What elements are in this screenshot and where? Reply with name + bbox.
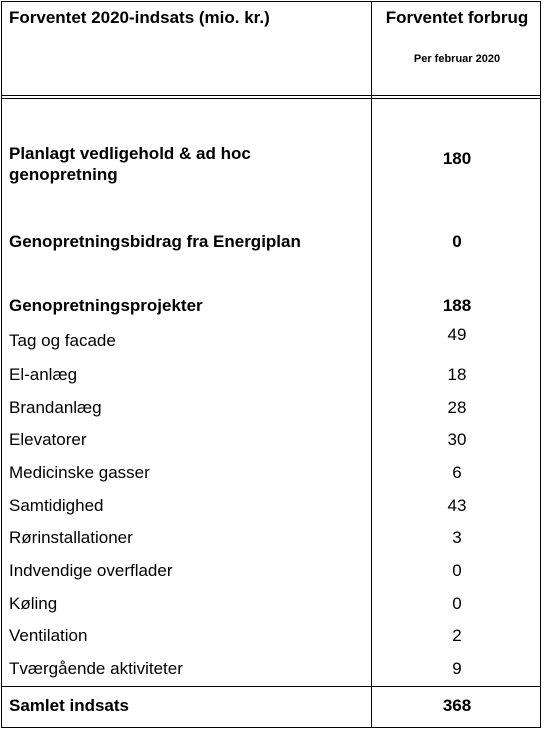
project-row-value: 30: [447, 430, 467, 449]
project-row-label: Køling: [9, 594, 58, 613]
column-header-forbrug: Forventet forbrug: [385, 8, 529, 27]
project-row-label: Medicinske gasser: [9, 463, 150, 482]
project-row-value: 6: [452, 463, 462, 482]
project-row-value: 9: [452, 659, 462, 678]
project-row-value: 49: [447, 325, 467, 344]
total-value: 368: [442, 696, 472, 715]
row-label-energy-plan: Genopretningsbidrag fra Energiplan: [9, 232, 301, 251]
project-row-label: Samtidighed: [9, 496, 104, 515]
project-row-value: 3: [452, 528, 462, 547]
project-row-value: 2: [452, 626, 462, 645]
project-row-label: Rørinstallationer: [9, 528, 133, 547]
project-row-label: El-anlæg: [9, 365, 78, 384]
row-value-planned-maintenance: 180: [442, 149, 472, 168]
row-label-planned-maintenance: Planlagt vedligehold & ad hoc genopretning: [9, 144, 251, 184]
budget-table: [1, 1, 541, 728]
project-row-value: 28: [447, 398, 467, 417]
project-row-value: 0: [452, 594, 462, 613]
row-value-energy-plan: 0: [452, 232, 462, 251]
project-row-label: Brandanlæg: [9, 398, 102, 417]
project-row-value: 43: [447, 496, 467, 515]
project-row-label: Tag og facade: [9, 331, 116, 350]
project-row-label: Indvendige overflader: [9, 561, 173, 580]
column-header-indsats: Forventet 2020-indsats (mio. kr.): [9, 8, 270, 27]
header-divider: [2, 95, 540, 99]
project-row-value: 0: [452, 561, 462, 580]
total-label: Samlet indsats: [9, 696, 129, 715]
project-row-label: Tværgående aktiviteter: [9, 659, 183, 678]
project-row-label: Ventilation: [9, 626, 88, 645]
project-row-label: Elevatorer: [9, 430, 87, 449]
column-subheader-date: Per februar 2020: [413, 53, 501, 65]
total-divider: [2, 686, 540, 687]
project-row-value: 18: [447, 365, 467, 384]
row-label-projects: Genopretningsprojekter: [9, 296, 203, 315]
row-value-projects: 188: [442, 296, 472, 315]
